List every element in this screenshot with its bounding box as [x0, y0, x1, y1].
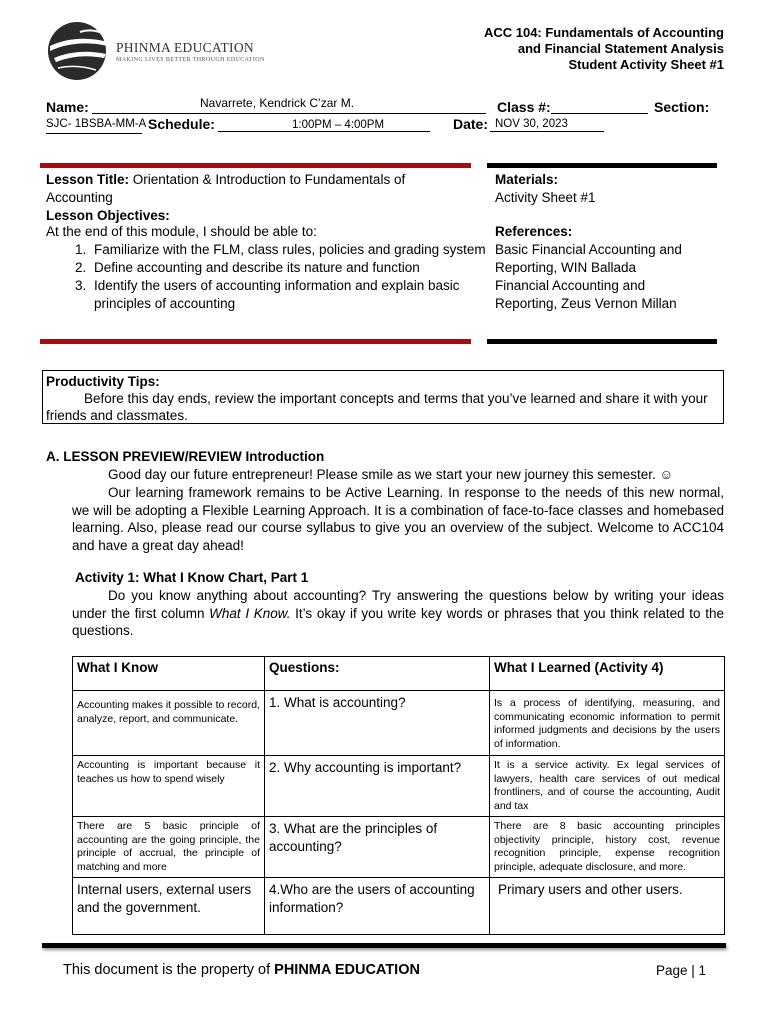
preview-heading: A. LESSON PREVIEW/REVIEW Introduction	[46, 449, 325, 464]
question-cell: 1. What is accounting?	[265, 691, 490, 756]
lesson-title-label: Lesson Title:	[46, 172, 130, 187]
preview-paragraph-1: Good day our future entrepreneur! Please smile as we start your new journey this semester. ☺	[108, 467, 674, 482]
lesson-title	[46, 171, 446, 207]
objective-item: 3. Identify the users of accounting information and explain basic principles of accounting	[90, 277, 510, 313]
footer-prefix: This document is the property of	[63, 962, 275, 978]
date-value: NOV 30, 2023	[495, 118, 568, 130]
materials-value: Activity Sheet #1	[495, 190, 596, 205]
what-i-learned-cell[interactable]: Primary users and other users.	[490, 878, 725, 935]
what-i-learned-cell[interactable]: It is a service activity. Ex legal services of lawyers, health care services of out medical frontliners, and of course the accounting, Audit and tax	[490, 756, 725, 817]
what-i-know-chart	[72, 656, 725, 935]
column-header: What I Learned (Activity 4)	[490, 657, 725, 691]
lesson-bottom-bar	[40, 339, 471, 344]
reference-item: Basic Financial Accounting and Reporting, WIN Ballada	[495, 242, 682, 275]
activity-intro-b: It’s okay if you write key words or phrases that you think related to the questions.	[72, 605, 724, 638]
name-label: Name:	[46, 99, 89, 115]
what-i-know-cell[interactable]: Accounting makes it possible to record, analyze, report, and communicate.	[73, 691, 265, 756]
logo-tagline: MAKING LIVES BETTER THROUGH EDUCATION	[116, 57, 265, 63]
date-underline	[490, 131, 604, 132]
activity-intro-a: Do you know anything about accounting? Try answering the questions below by writing your ideas under the first column	[72, 588, 724, 621]
course-title	[484, 25, 724, 73]
tips-text: Before this day ends, review the important concepts and terms that you’ve learned and share it with your friends and classmates.	[46, 391, 708, 423]
what-i-learned-cell[interactable]: Is a process of identifying, measuring, and communicating economic information to permit informed judgments and decisions by the users of information.	[490, 691, 725, 756]
footer-bar	[42, 943, 726, 948]
tips-label: Productivity Tips:	[46, 374, 160, 389]
references-label: References:	[495, 224, 573, 239]
materials-top-bar	[487, 163, 717, 168]
class-label: Class #:	[497, 99, 551, 115]
column-header: Questions:	[265, 657, 490, 691]
table-header-row	[73, 657, 725, 691]
name-underline	[92, 113, 486, 114]
what-i-know-cell[interactable]: Accounting is important because it teaches us how to spend wisely	[73, 756, 265, 817]
objectives-intro: At the end of this module, I should be able to:	[46, 224, 317, 239]
objective-item: 2. Define accounting and describe its nature and function	[90, 259, 510, 277]
footer-owner: PHINMA EDUCATION	[274, 962, 420, 978]
question-cell: 3. What are the principles of accounting?	[265, 817, 490, 878]
page-number: Page | 1	[655, 963, 706, 978]
class-underline	[551, 113, 648, 114]
materials-label: Materials:	[495, 172, 559, 187]
preview-paragraph-2: Our learning framework remains to be Active Learning. In response to the needs of this new normal, we will be adopting a Flexible Learning Approach. It is a combination of face-to-face classes and homebased learning. Also, please read our course syllabus to give you an overview of the subject. Welcome to ACC104 and have a great day ahead!	[72, 485, 724, 553]
course-line-3: Student Activity Sheet #1	[568, 57, 724, 72]
name-value: Navarrete, Kendrick C’zar M.	[200, 96, 355, 110]
objectives-list	[46, 241, 510, 313]
table-row	[73, 691, 725, 756]
question-cell: 4.Who are the users of accounting information?	[265, 878, 490, 935]
question-cell: 2. Why accounting is important?	[265, 756, 490, 817]
section-label: Section:	[654, 99, 710, 115]
reference-item: Financial Accounting and Reporting, Zeus Vernon Millan	[495, 278, 677, 311]
what-i-learned-cell[interactable]: There are 8 basic accounting principles objectivity principle, history cost, revenue recognition principle, expense recognition principle, adequate disclosure, and more.	[490, 817, 725, 878]
schedule-underline	[218, 131, 430, 132]
course-line-2: and Financial Statement Analysis	[517, 41, 724, 56]
schedule-value: 1:00PM – 4:00PM	[292, 119, 385, 131]
footer-text	[63, 962, 420, 978]
section-underline	[46, 133, 142, 134]
objectives-label: Lesson Objectives:	[46, 208, 170, 223]
activity-heading: Activity 1: What I Know Chart, Part 1	[75, 570, 309, 585]
schedule-label: Schedule:	[148, 116, 215, 132]
logo-emblem-icon	[46, 20, 116, 82]
course-line-1: ACC 104: Fundamentals of Accounting	[483, 25, 724, 40]
column-header: What I Know	[73, 657, 265, 691]
lesson-top-bar	[40, 163, 471, 168]
materials-bottom-bar	[487, 339, 717, 344]
what-i-know-cell[interactable]: There are 5 basic principle of accounting are the going principle, the principle of accrual, the principle of matching and more	[73, 817, 265, 878]
activity-intro-em: What I Know.	[209, 605, 291, 621]
table-row	[73, 817, 725, 878]
objective-item: 1. Familiarize with the FLM, class rules, policies and grading system	[90, 241, 510, 259]
lesson-title-value: Orientation & Introduction to Fundamentals of Accounting	[46, 172, 406, 205]
activity-intro	[72, 587, 724, 640]
logo-name: PHINMA EDUCATION	[116, 40, 254, 55]
table-row	[73, 878, 725, 935]
table-row	[73, 756, 725, 817]
productivity-tips-box	[42, 370, 724, 424]
what-i-know-cell[interactable]: Internal users, external users and the government.	[73, 878, 265, 935]
section-value: SJC- 1BSBA-MM-A	[46, 118, 147, 130]
date-label: Date:	[453, 116, 489, 132]
